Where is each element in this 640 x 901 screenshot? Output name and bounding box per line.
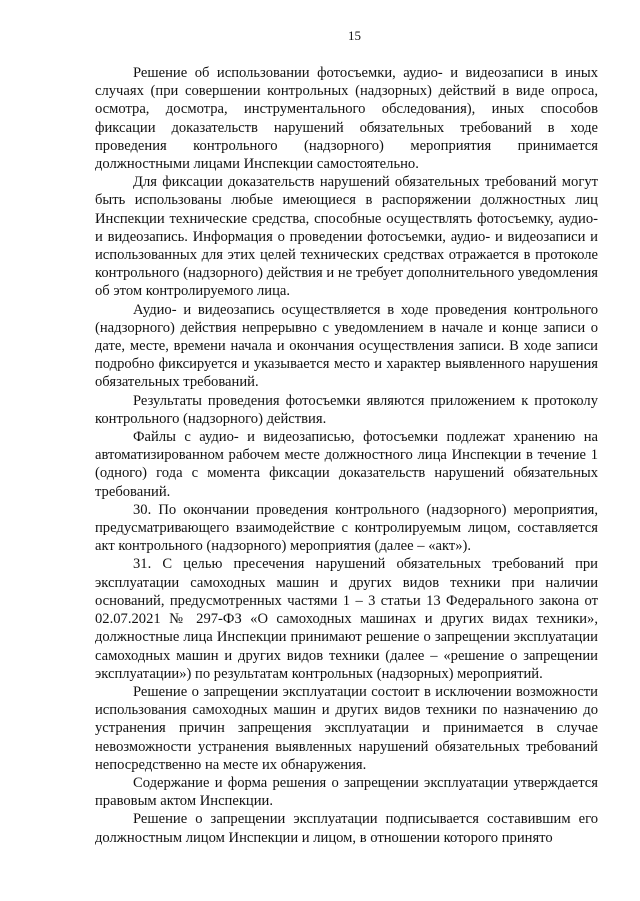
paragraph: Файлы с аудио- и видеозаписью, фотосъемки подлежат хранению на автоматизированном рабочем месте должностного лица Инспекции в течение 1 (одного) года с момента фиксации доказательств нарушений обязательных требований.	[95, 429, 598, 500]
paragraph: 31. С целью пресечения нарушений обязательных требований при эксплуатации самоходных машин и других видов техники при наличии оснований, предусмотренных частями 1 – 3 статьи 13 Федерального закона от 02.07.2021 № 297-ФЗ «О самоходных машинах и других видах техники», должностные лица Инспекции принимают решение о запрещении эксплуатации самоходных машин и других видов техники (далее – «решение о запрещении эксплуатации») по результатам контрольных (надзорных) мероприятий.	[95, 556, 598, 682]
paragraph: Содержание и форма решения о запрещении эксплуатации утверждается правовым актом Инспекции.	[95, 774, 598, 810]
paragraph: Аудио- и видеозапись осуществляется в ходе проведения контрольного (надзорного) действия непрерывно с уведомлением в начале и конце записи о дате, месте, времени начала и окончания осуществления записи. В ходе записи подробно фиксируется и указывается место и характер выявленного нарушения обязательных требований.	[95, 301, 598, 391]
paragraph: Решение о запрещении эксплуатации состоит в исключении возможности использования самоходных машин и других видов техники по назначению до устранения причин запрещения эксплуатации и принимается в случае невозможности устранения выявленных нарушений обязательных требований непосредственно на месте их обнаружения.	[95, 683, 598, 773]
paragraph: Решение об использовании фотосъемки, аудио- и видеозаписи в иных случаях (при совершении контрольных (надзорных) действий в виде опроса, осмотра, досмотра, инструментального обследования), иных способов фиксации доказательств нарушений обязательных требований в ходе проведения контрольного (надзорного) мероприятия принимается должностными лицами Инспекции самостоятельно.	[95, 65, 598, 173]
paragraph: Результаты проведения фотосъемки являются приложением к протоколу контрольного (надзорного) действия.	[95, 392, 598, 427]
body-text	[95, 64, 598, 847]
paragraph: 30. По окончании проведения контрольного (надзорного) мероприятия, предусматривающего взаимодействие с контролируемым лицом, составляется акт контрольного (надзорного) мероприятия (далее – «акт»).	[95, 501, 598, 555]
paragraph: Для фиксации доказательств нарушений обязательных требований могут быть использованы любые имеющиеся в распоряжении должностных лиц Инспекции технические средства, способные осуществлять фотосъемку, аудио- и видеозапись. Информация о проведении фотосъемки, аудио- и видеозаписи и использованных для этих целей технических средствах отражается в протоколе контрольного (надзорного) действия и не требует дополнительного уведомления об этом контролируемого лица.	[95, 174, 598, 300]
page-number: 15	[348, 28, 361, 43]
paragraph: Решение о запрещении эксплуатации подписывается составившим его должностным лицом Инспекции и лицом, в отношении которого принято	[95, 811, 598, 846]
